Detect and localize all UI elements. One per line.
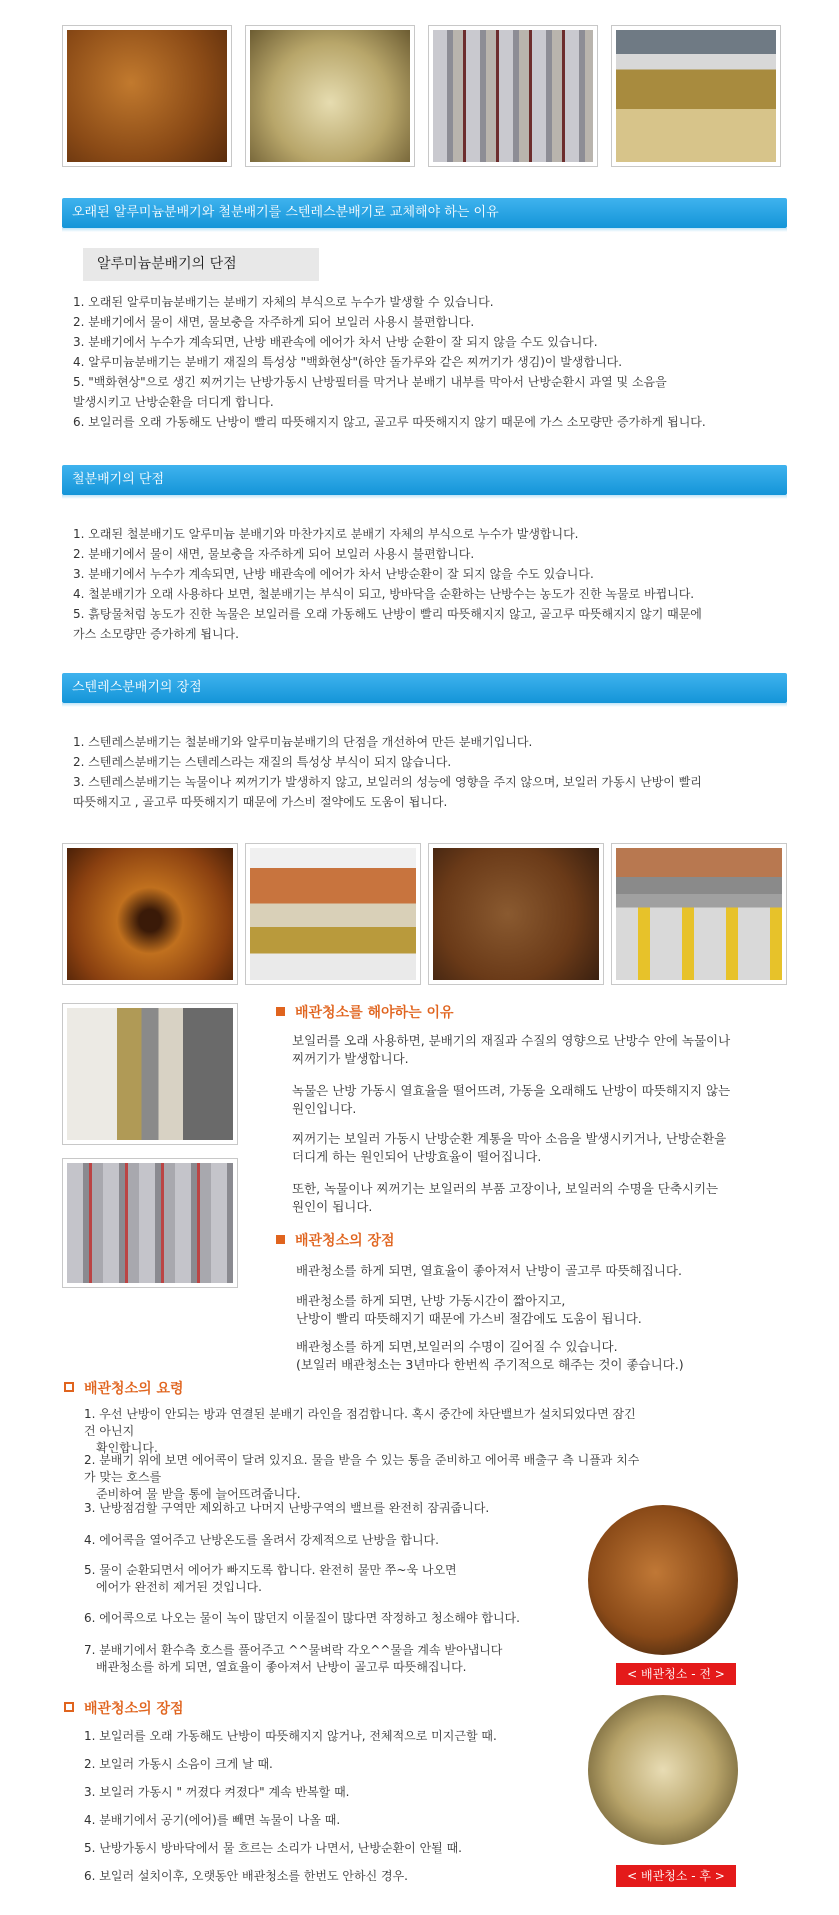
photo-wrapped-pipes [62,1158,238,1288]
list-item: 발생시키고 난방순환을 더디게 합니다. [73,395,274,409]
subsection-title-aluminum: 알루미늄분배기의 단점 [83,248,319,281]
list-item: 6. 에어콕으로 나오는 물이 녹이 많던지 이물질이 많다면 작정하고 청소해야 합니다. [84,1611,520,1625]
bullet-box-icon [64,1702,74,1712]
list-item: 4. 철분배기가 오래 사용하다 보면, 철분배기는 부식이 되고, 방바닥을 순환하는 난방수는 농도가 진한 녹물로 바뀝니다. [73,587,695,601]
list-item: 3. 스텐레스분배기는 녹물이나 찌꺼기가 발생하지 않고, 보일러의 성능에 영향을 주지 않으며, 보일러 가동시 난방이 빨리 [73,775,702,789]
merit-paragraph-1: 배관청소를 하게 되면, 열효율이 좋아져서 난방이 골고루 따뜻해집니다. [296,1263,682,1278]
section-header-stainless: 스텐레스분배기의 장점 [62,673,787,703]
section-header-replace-reason: 오래된 알루미늄분배기와 철분배기를 스텐레스분배기로 교체해야 하는 이유 [62,198,787,228]
aluminum-drawbacks-list [73,292,793,432]
photo-corroded-pipe [62,843,238,985]
iron-drawbacks-list [73,524,793,644]
list-item: 따뜻해지고 , 골고루 따뜻해지기 때문에 가스비 절약에도 도움이 됩니다. [73,795,448,809]
list-item: 4. 분배기에서 공기(에어)를 빼면 녹물이 나올 때. [84,1813,341,1827]
list-item: 2. 스텐레스분배기는 스텐레스라는 재질의 특성상 부식이 되지 않습니다. [73,755,452,769]
merit-heading-1: 배관청소의 장점 [276,1230,395,1250]
list-item: 1. 스텐레스분배기는 철분배기와 알루미늄분배기의 단점을 개선하여 만든 분배기입니다. [73,735,533,749]
photo-manifold-valves [611,25,781,167]
list-item: 3. 난방점검할 구역만 제외하고 나머지 난방구역의 밸브를 완전히 잠궈줍니다. [84,1501,490,1515]
list-item: 3. 분배기에서 누수가 계속되면, 난방 배관속에 에어가 차서 난방순환이 잘 되지 않을 수도 있습니다. [73,567,594,581]
list-item: 6. 보일러 설치이후, 오랫동안 배관청소를 한번도 안하신 경우. [84,1869,408,1883]
bullet-square-icon [276,1007,285,1016]
why-paragraph-2: 녹물은 난방 가동시 열효율을 떨어뜨려, 가동을 오래해도 난방이 따뜻해지지 않는 원인입니다. [292,1083,731,1116]
list-item: 5. 물이 순환되면서 에어가 빠지도록 합니다. 완전히 물만 쭈~욱 나오면 에어가 완전히 제거된 것입니다. [84,1563,457,1594]
list-item: 3. 분배기에서 누수가 계속되면, 난방 배관속에 에어가 차서 난방 순환이 잘 되지 않을 수도 있습니다. [73,335,598,349]
why-paragraph-3: 찌꺼기는 보일러 가동시 난방순환 계통을 막아 소음을 발생시키거나, 난방순환을 더디게 하는 원인되어 난방효율이 떨어집니다. [292,1131,727,1164]
list-item: 2. 분배기에서 물이 새면, 물보충을 자주하게 되어 보일러 사용시 불편합니다. [73,547,475,561]
list-item: 1. 보일러를 오래 가동해도 난방이 따뜻해지지 않거나, 전체적으로 미지근할 때. [84,1729,497,1743]
why-paragraph-4: 또한, 녹물이나 찌꺼기는 보일러의 부품 고장이나, 보일러의 수명을 단축시키는 원인이 됩니다. [292,1181,719,1214]
list-item: 2. 분배기에서 물이 새면, 물보충을 자주하게 되어 보일러 사용시 불편합니다. [73,315,475,329]
list-item: 2. 보일러 가동시 소음이 크게 날 때. [84,1757,273,1771]
list-item: 4. 에어콕을 열어주고 난방온도를 올려서 강제적으로 난방을 합니다. [84,1533,439,1547]
photo-rusty-water [62,25,232,167]
photo-insulated-pipes [428,25,598,167]
list-item: 가스 소모량만 증가하게 됩니다. [73,627,239,641]
list-item: 1. 오래된 철분배기도 알루미늄 분배기와 마찬가지로 분배기 자체의 부식으로 누수가 발생합니다. [73,527,579,541]
merit-paragraph-2: 배관청소를 하게 되면, 난방 가동시간이 짧아지고, 난방이 빨리 따뜻해지기 때문에 가스비 절감에도 도움이 됩니다. [296,1293,642,1326]
why-cleaning-heading: 배관청소를 해야하는 이유 [276,1002,454,1022]
photo-hose-in-water [428,843,604,985]
procedure-heading: 배관청소의 요령 [64,1378,184,1398]
photo-before-cleaning [588,1505,738,1655]
why-paragraph-1: 보일러를 오래 사용하면, 분배기의 재질과 수질의 영향으로 난방수 안에 녹물이나 찌꺼기가 발생합니다. [292,1033,731,1066]
label-before-cleaning: < 배관청소 - 전 > [616,1663,736,1685]
list-item: 5. 흙탕물처럼 농도가 진한 녹물은 보일러를 오래 가동해도 난방이 빨리 따뜻해지지 않고, 골고루 따뜻해지지 않기 때문에 [73,607,702,621]
section-header-iron: 철분배기의 단점 [62,465,787,495]
list-item: 5. "백화현상"으로 생긴 찌꺼기는 난방가동시 난방필터를 막거나 분배기 내부를 막아서 난방순환시 과열 및 소음을 [73,375,667,389]
stainless-merits-list [73,732,793,812]
list-item: 4. 알루미늄분배기는 분배기 재질의 특성상 "백화현상"(하얀 돌가루와 같은 찌꺼기가 생김)이 발생합니다. [73,355,623,369]
photo-clean-basin [245,25,415,167]
merit-heading-2: 배관청소의 장점 [64,1698,184,1718]
photo-stainless-manifold [245,843,421,985]
list-item: 6. 보일러를 오래 가동해도 난방이 빨리 따뜻해지지 않고, 골고루 따뜻해지지 않기 때문에 가스 소모량만 증가하게 됩니다. [73,415,706,429]
list-item: 3. 보일러 가동시 " 꺼졌다 켜졌다" 계속 반복할 때. [84,1785,350,1799]
bullet-square-icon [276,1235,285,1244]
list-item: 7. 분배기에서 환수측 호스를 풀어주고 ^^물벼락 각오^^물을 계속 받아냅니다 배관청소를 하게 되면, 열효율이 좋아져서 난방이 골고루 따뜻해집니다. [84,1643,503,1674]
list-item: 1. 우선 난방이 안되는 방과 연결된 분배기 라인을 점검합니다. 혹시 중간에 차단밸브가 설치되었다면 잠긴 건 아닌지 확인합니다. [84,1407,636,1455]
photo-after-cleaning [588,1695,738,1845]
merit-paragraph-3: 배관청소를 하게 되면,보일러의 수명이 길어질 수 있습니다. (보일러 배관청소는 3년마다 한번씩 주기적으로 해주는 것이 좋습니다.) [296,1339,684,1372]
list-item: 5. 난방가동시 방바닥에서 물 흐르는 소리가 나면서, 난방순환이 안될 때. [84,1841,462,1855]
label-after-cleaning: < 배관청소 - 후 > [616,1865,736,1887]
bullet-box-icon [64,1382,74,1392]
list-item: 1. 오래된 알루미늄분배기는 분배기 자체의 부식으로 누수가 발생할 수 있습니다. [73,295,494,309]
photo-yellow-pipes [611,843,787,985]
photo-boiler-parts [62,1003,238,1145]
list-item: 2. 분배기 위에 보면 에어콕이 달려 있지요. 물을 받을 수 있는 통을 준비하고 에어콕 배출구 측 니플과 치수가 맞는 호스를 준비하여 물 받을 통에 늘어뜨려줍니다. [84,1453,640,1501]
